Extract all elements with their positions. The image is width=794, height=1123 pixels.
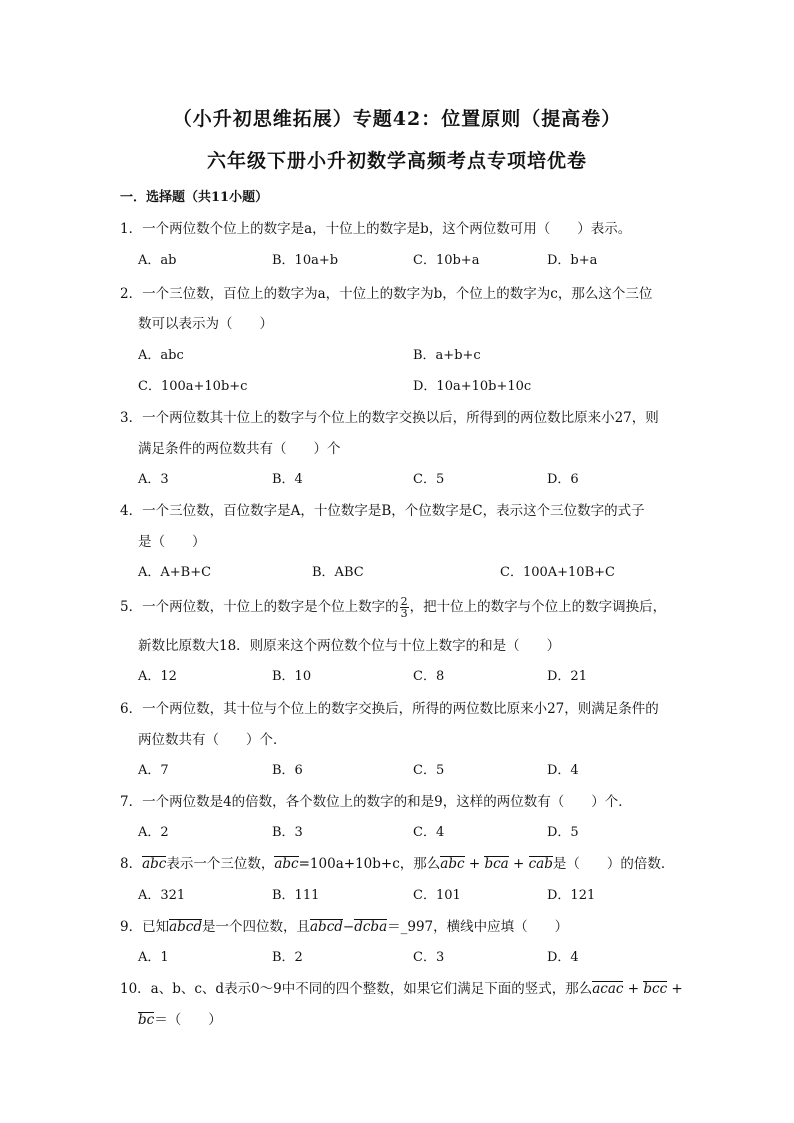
q8-option-b: B．111 [272,888,320,903]
q1-option-c: C．10b+a [413,253,480,268]
q8-text-3: 是（ ）的倍数． [552,856,675,872]
q6-option-c: C．5 [413,763,445,778]
q5-option-c: C．8 [413,669,445,684]
q9-option-d: D．4 [547,950,579,965]
q8-number: 8． [120,856,143,872]
fraction-numerator: 2 [400,595,408,608]
q8-option-a: A．321 [138,888,186,903]
q7-option-d: D．5 [547,825,579,840]
q3-option-c: C．5 [413,472,445,487]
q10-text-2: ＝（ ） [154,1012,222,1028]
q3-option-d: D．6 [547,472,579,487]
overline-bc: bc [138,1012,155,1028]
overline-abcd: abcd [169,919,202,935]
question-2: 2．一个三位数，百位上的数字为a，十位上的数字为b，个位上的数字为c，那么这个三位 [120,286,653,302]
question-5-cont: 新数比原数大18．则原来这个两位数个位与十位上数字的和是（ ） [138,638,561,654]
question-9 [120,915,568,935]
paper-title: （小升初思维拓展）专题42：位置原则（提高卷） [172,108,622,130]
overline-abc-3: abc [440,856,465,872]
q4-option-b: B．ABC [312,565,364,580]
overline-bcc: bcc [643,981,668,997]
q9-minus: − [342,919,355,935]
q8-option-d: D．121 [547,888,596,903]
question-1: 1．一个两位数个位上的数字是a，十位上的数字是b，这个两位数可用（ ）表示。 [120,221,632,237]
overline-bca: bca [484,856,509,872]
q6-option-d: D．4 [547,763,579,778]
question-10-cont [138,1008,222,1028]
overline-dcba: dcba [354,919,388,935]
q10-text-1: 10．a、b、c、d表示0～9中不同的四个整数，如果它们满足下面的竖式，那么 [120,981,593,997]
question-5 [120,595,666,619]
question-8 [120,852,674,872]
q5-option-d: D．21 [547,669,587,684]
question-4: 4．一个三位数，百位数字是A，十位数字是B，个位数字是C，表示这个三位数字的式子 [120,503,645,519]
paper-subtitle: 六年级下册小升初数学高频考点专项培优卷 [206,150,587,172]
fraction-denominator: 3 [400,607,408,620]
q5-text-b: ，把十位上的数字与个位上的数字调换后， [409,599,667,615]
q2-option-a: A．abc [138,348,184,363]
q10-plus-1: + [623,981,644,997]
question-7: 7．一个两位数是4的倍数，各个数位上的数字的和是9，这样的两位数有（ ）个． [120,794,632,810]
q6-option-b: B．6 [272,763,303,778]
overline-abc: abc [142,856,167,872]
overline-cab: cab [528,856,553,872]
overline-abcd-2: abcd [310,919,343,935]
overline-acac: acac [592,981,624,997]
q4-option-a: A．A+B+C [138,565,212,580]
q8-plus-2: + [508,856,529,872]
q9-option-b: B．2 [272,950,303,965]
q2-option-c: C．100a+10b+c [138,379,248,394]
overline-abc-2: abc [274,856,299,872]
fraction-two-thirds [400,596,409,619]
q3-option-b: B．4 [272,472,303,487]
q4-option-c: C．100A+10B+C [500,565,615,580]
q9-option-c: C．3 [413,950,445,965]
q6-option-a: A．7 [138,763,169,778]
q5-option-a: A．12 [138,669,177,684]
question-4-cont: 是（ ） [138,534,206,550]
question-3: 3．一个两位数其十位上的数字与个位上的数字交换以后，所得到的两位数比原来小27，则 [120,410,659,426]
q7-option-c: C．4 [413,825,445,840]
question-6-cont: 两位数共有（ ）个． [138,732,287,748]
q8-option-c: C．101 [413,888,461,903]
question-2-cont: 数可以表示为（ ） [138,316,273,332]
q9-option-a: A．1 [138,950,169,965]
section-heading: 一．选择题（共11小题） [120,190,269,205]
q5-text-a: 5．一个两位数，十位上的数字是个位上数字的 [120,599,399,615]
q2-option-d: D．10a+10b+10c [413,379,532,394]
question-10 [120,977,683,997]
q8-text-2: =100a+10b+c，那么 [298,856,441,872]
q1-option-b: B．10a+b [272,253,339,268]
q9-text-2: 是一个四位数，且 [202,919,310,935]
q10-plus-2: + [667,981,683,997]
q1-option-d: D．b+a [547,253,598,268]
q7-option-b: B．3 [272,825,303,840]
q8-text-1: 表示一个三位数， [166,856,275,872]
question-3-cont: 满足条件的两位数共有（ ）个 [138,441,341,457]
q5-option-b: B．10 [272,669,312,684]
q9-text-1: 9．已知 [120,919,170,935]
q3-option-a: A．3 [138,472,169,487]
q8-plus-1: + [464,856,485,872]
q1-option-a: A．ab [138,253,177,268]
q7-option-a: A．2 [138,825,169,840]
question-6: 6．一个两位数，其十位与个位上的数字交换后，所得的两位数比原来小27，则满足条件的 [120,701,659,717]
q2-option-b: B．a+b+c [413,348,481,363]
q9-text-3: ＝_997，横线中应填（ ） [387,919,569,935]
